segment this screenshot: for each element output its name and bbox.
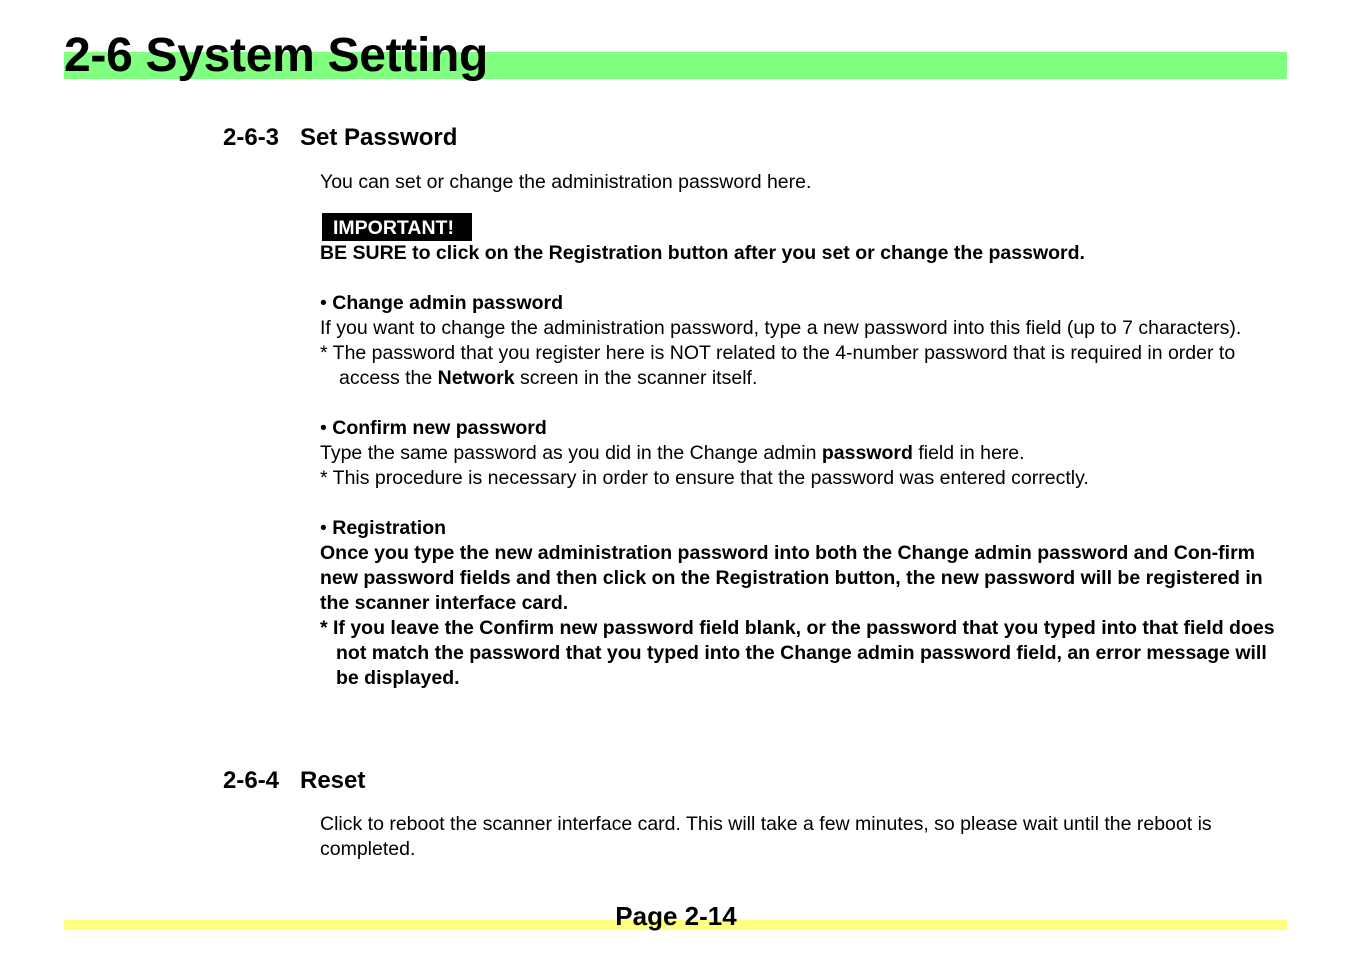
reset-body [320, 812, 1280, 862]
reset-text: Click to reboot the scanner interface card. This will take a few minutes, so please wait until the reboot is completed. [320, 813, 1212, 860]
change-password-text: If you want to change the administration password, type a new password into this field (up to 7 characters). [320, 317, 1242, 339]
page-number: Page 2-14 [615, 901, 737, 931]
intro-text: You can set or change the administration password here. [320, 171, 812, 193]
section-title: Reset [300, 767, 366, 794]
change-password-note: * The password that you register here is NOT related to the 4-number password that is required in order to access the Network screen in the scanner itself. [320, 342, 1236, 389]
change-password-heading: • Change admin password [320, 292, 564, 314]
registration-heading: • Registration [320, 517, 447, 539]
registration-note: * If you leave the Confirm new password field blank, or the password that you typed into that field does not match the password that you typed into the Change admin password field, an error message will be displayed. [320, 617, 1275, 689]
set-password-body [320, 170, 1280, 691]
important-badge: IMPORTANT! [322, 213, 472, 241]
important-text: BE SURE to click on the Registration button after you set or change the password. [320, 242, 1085, 264]
important-notice [320, 213, 1280, 266]
section-heading-set-password [223, 124, 457, 153]
section-number: 2-6-3 [223, 124, 280, 151]
confirm-password-note: * This procedure is necessary in order to ensure that the password was entered correctly. [320, 467, 1089, 489]
registration-text: Once you type the new administration password into both the Change admin password and Con-firm new password fields and then click on the Registration button, the new password will be registered in the scanner interface card. [320, 542, 1263, 614]
confirm-password-text: Type the same password as you did in the Change admin password field in here. [320, 442, 1025, 464]
page-title: 2-6 System Setting [64, 29, 489, 82]
confirm-password-heading: • Confirm new password [320, 417, 547, 439]
section-title: Set Password [300, 124, 458, 151]
section-heading-reset [223, 767, 365, 796]
section-number: 2-6-4 [223, 767, 280, 794]
